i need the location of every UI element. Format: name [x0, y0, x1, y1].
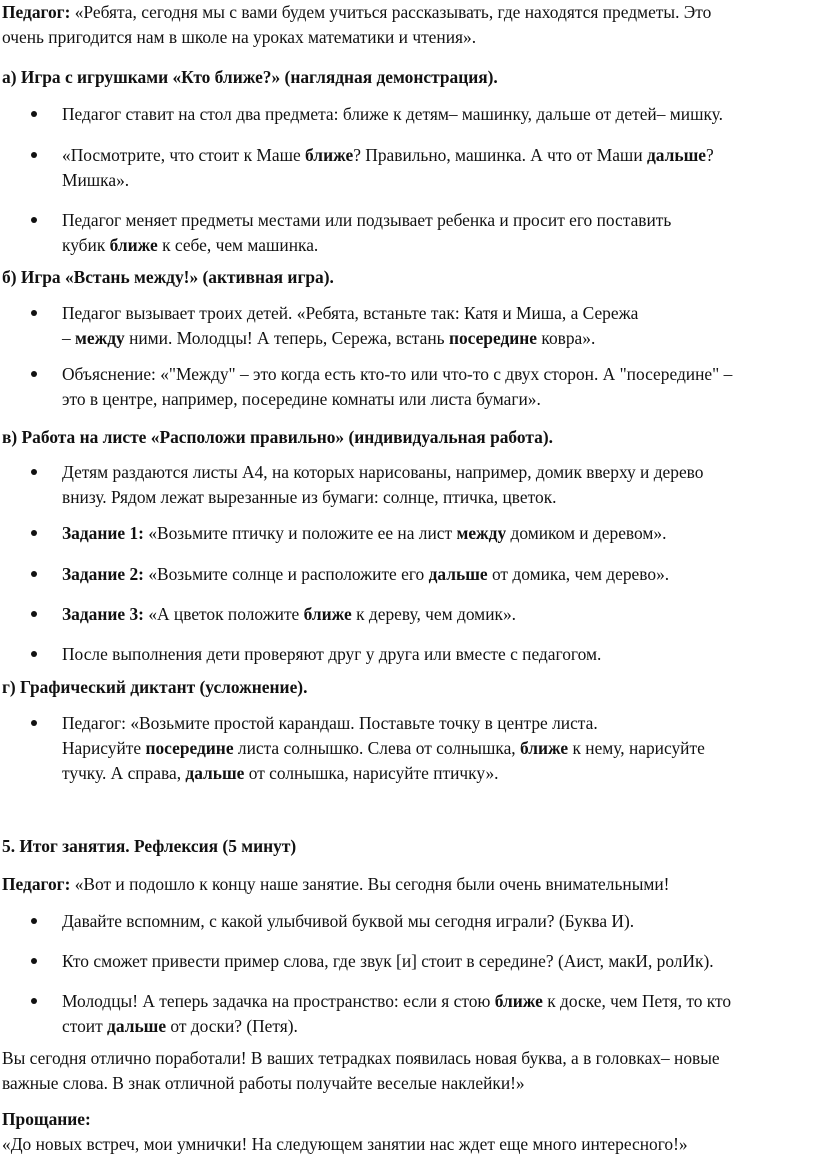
bullet-icon — [31, 571, 37, 577]
bullet-icon — [31, 469, 37, 475]
section-5-item-2: Кто сможет привести пример слова, где звук [и] стоит в середине? (Аист, макИ, ролИк). — [62, 951, 714, 971]
bullet-icon — [31, 720, 37, 726]
section-d-item-1-line-1: Педагог: «Возьмите простой карандаш. Поставьте точку в центре листа. — [62, 713, 598, 733]
section-c-item-1-line-1: Детям раздаются листы А4, на которых нарисованы, например, домик вверху и дерево — [62, 462, 704, 482]
section-b-heading: б) Игра «Встань между!» (активная игра). — [2, 267, 334, 287]
section-c-heading: в) Работа на листе «Расположи правильно» (индивидуальная работа). — [2, 427, 553, 447]
bullet-icon — [31, 918, 37, 924]
bullet-icon — [31, 998, 37, 1004]
task-1: Задание 1: «Возьмите птичку и положите ее на лист между домиком и деревом». — [62, 523, 667, 543]
farewell-text: «До новых встреч, мои умнички! На следующем занятии нас ждет еще много интересного!» — [2, 1134, 688, 1154]
speaker-label: Педагог: — [2, 2, 71, 22]
section-a-item-3-line-2: кубик ближе к себе, чем машинка. — [62, 235, 319, 255]
bullet-icon — [31, 958, 37, 964]
section-5-heading: 5. Итог занятия. Рефлексия (5 минут) — [2, 836, 297, 856]
farewell-heading: Прощание: — [2, 1109, 91, 1129]
section-b-item-1-line-2: – между ними. Молодцы! А теперь, Сережа, встань посередине ковра». — [62, 328, 596, 348]
section-a-heading: а) Игра с игрушками «Кто ближе?» (наглядная демонстрация). — [2, 67, 498, 87]
section-5-item-1: Давайте вспомним, с какой улыбчивой буквой мы сегодня играли? (Буква И). — [62, 911, 635, 931]
bullet-icon — [31, 371, 37, 377]
section-a-item-2-line-1: «Посмотрите, что стоит к Маше ближе? Правильно, машинка. А что от Маши дальше? — [62, 145, 714, 165]
speaker-label: Педагог: — [2, 874, 71, 894]
section-5-item-3-line-1: Молодцы! А теперь задачка на пространство: если я стою ближе к доске, чем Петя, то кто — [62, 991, 732, 1011]
section-b-item-1-line-1: Педагог вызывает троих детей. «Ребята, встаньте так: Катя и Миша, а Сережа — [62, 303, 639, 323]
bullet-icon — [31, 530, 37, 536]
bullet-icon — [31, 310, 37, 316]
task-2: Задание 2: «Возьмите солнце и расположите его дальше от домика, чем дерево». — [62, 564, 670, 584]
bullet-icon — [31, 111, 37, 117]
bullet-icon — [31, 651, 37, 657]
section-c-item-1-line-2: внизу. Рядом лежат вырезанные из бумаги: солнце, птичка, цветок. — [62, 487, 557, 507]
bullet-icon — [31, 611, 37, 617]
section-a-item-2-line-2: Мишка». — [62, 170, 130, 190]
bullet-icon — [31, 152, 37, 158]
section-5-speech: Педагог: «Вот и подошло к концу наше занятие. Вы сегодня были очень внимательными! — [2, 874, 670, 894]
task-3: Задание 3: «А цветок положите ближе к дереву, чем домик». — [62, 604, 516, 624]
section-b-item-2-line-1: Объяснение: «"Между" – это когда есть кто-то или что-то с двух сторон. А "посередине" – — [62, 364, 733, 384]
section-d-item-1-line-2: Нарисуйте посередине листа солнышко. Слева от солнышка, ближе к нему, нарисуйте — [62, 738, 705, 758]
section-a-item-1: Педагог ставит на стол два предмета: ближе к детям– машинку, дальше от детей– мишку. — [62, 104, 723, 124]
section-d-item-1-line-3: тучку. А справа, дальше от солнышка, нарисуйте птичку». — [62, 763, 499, 783]
intro-line-1: Педагог: «Ребята, сегодня мы с вами будем учиться рассказывать, где находятся предметы. Это — [2, 2, 712, 22]
section-d-heading: г) Графический диктант (усложнение). — [2, 677, 308, 697]
section-c-item-last: После выполнения дети проверяют друг у друга или вместе с педагогом. — [62, 644, 602, 664]
closing-line-1: Вы сегодня отлично поработали! В ваших тетрадках появилась новая буква, а в головках– новые — [2, 1048, 720, 1068]
section-5-item-3-line-2: стоит дальше от доски? (Петя). — [62, 1016, 298, 1036]
section-a-item-3-line-1: Педагог меняет предметы местами или подзывает ребенка и просит его поставить — [62, 210, 672, 230]
intro-line-2: очень пригодится нам в школе на уроках математики и чтения». — [2, 27, 477, 47]
closing-line-2: важные слова. В знак отличной работы получайте веселые наклейки!» — [2, 1073, 525, 1093]
section-b-item-2-line-2: это в центре, например, посередине комнаты или листа бумаги». — [62, 389, 541, 409]
bullet-icon — [31, 217, 37, 223]
